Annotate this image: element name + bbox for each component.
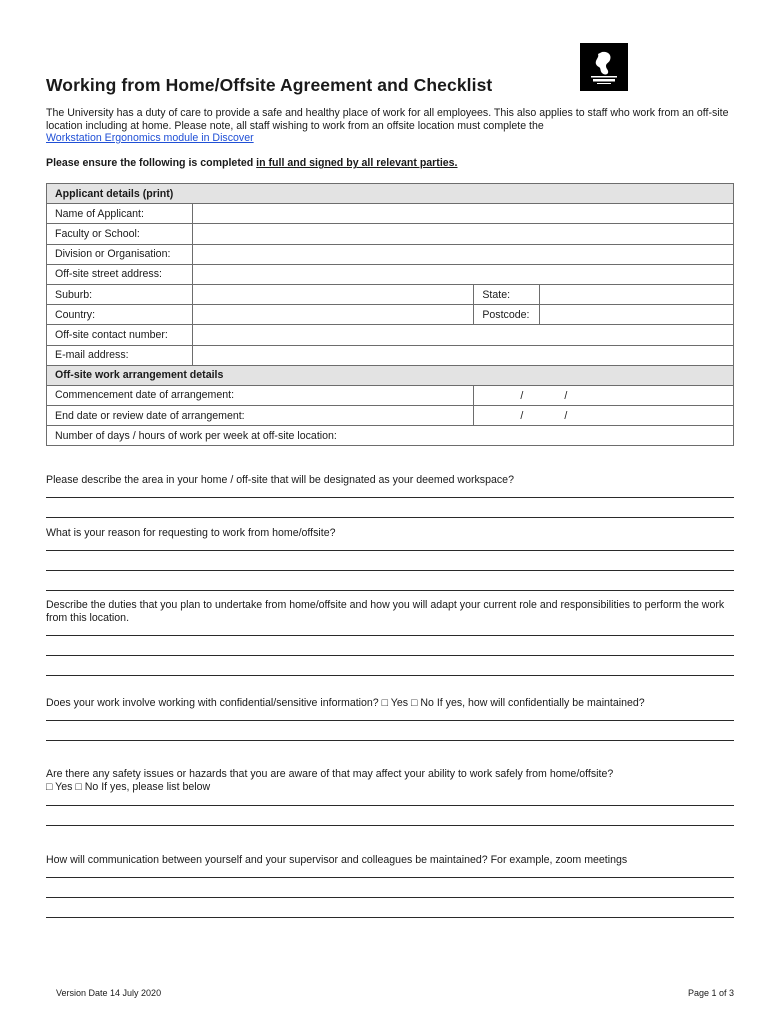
contact-number-field[interactable]	[192, 325, 733, 345]
form-row	[47, 385, 734, 405]
communication-question: How will communication between yourself and your supervisor and colleagues be maintained? For example, zoom meetings	[46, 854, 628, 866]
intro-paragraph	[46, 107, 736, 145]
name-of-applicant-field[interactable]	[192, 204, 733, 224]
form-row	[47, 284, 734, 304]
street-address-label: Off-site street address:	[47, 264, 193, 284]
page-number: Page 1 of 3	[687, 988, 734, 998]
form-row	[47, 204, 734, 224]
postcode-field[interactable]	[540, 305, 734, 325]
answer-line[interactable]	[46, 517, 734, 518]
answer-line[interactable]	[46, 825, 734, 826]
answer-line[interactable]	[46, 805, 734, 806]
email-field[interactable]	[192, 345, 733, 365]
form-row	[47, 305, 734, 325]
answer-line[interactable]	[46, 917, 734, 918]
form-row	[47, 264, 734, 284]
commencement-date-label: Commencement date of arrangement:	[47, 385, 474, 405]
faculty-field[interactable]	[192, 224, 733, 244]
answer-line[interactable]	[46, 897, 734, 898]
safety-question-text: Are there any safety issues or hazards that you are aware of that may affect your ability to work safely from home/offsite?	[46, 768, 614, 780]
applicant-details-header-row	[47, 184, 734, 204]
street-address-field[interactable]	[192, 264, 733, 284]
form-row	[47, 406, 734, 426]
arrangement-details-header-row	[47, 365, 734, 385]
answer-line[interactable]	[46, 550, 734, 551]
state-field[interactable]	[540, 284, 734, 304]
arrangement-details-heading: Off-site work arrangement details	[47, 365, 734, 385]
answer-line[interactable]	[46, 570, 734, 571]
duties-question: Describe the duties that you plan to undertake from home/offsite and how you will adapt your current role and responsibilities to perform the work from this location.	[46, 599, 725, 624]
name-of-applicant-label: Name of Applicant:	[47, 204, 193, 224]
days-per-week-field[interactable]	[47, 426, 734, 446]
form-row	[47, 244, 734, 264]
days-per-week-label: Number of days / hours of work per week at off-site location:	[55, 429, 337, 442]
date-separator: /	[564, 410, 568, 423]
university-seahorse-logo-icon	[582, 45, 626, 89]
state-label: State:	[474, 284, 540, 304]
safety-yes-no-options: □ Yes □ No If yes, please list below	[46, 781, 211, 793]
answer-line[interactable]	[46, 655, 734, 656]
email-label: E-mail address:	[47, 345, 193, 365]
answer-line[interactable]	[46, 590, 734, 591]
country-label: Country:	[47, 305, 193, 325]
country-field[interactable]	[192, 305, 473, 325]
date-separator: /	[520, 410, 524, 423]
date-separator: /	[564, 389, 568, 402]
workstation-ergonomics-link[interactable]: Workstation Ergonomics module in Discover	[46, 132, 254, 144]
document-title: Working from Home/Offsite Agreement and Checklist	[46, 75, 493, 95]
commencement-date-field[interactable]	[474, 385, 734, 405]
postcode-label: Postcode:	[474, 305, 540, 325]
division-label: Division or Organisation:	[47, 244, 193, 264]
confidential-question: Does your work involve working with confidential/sensitive information? □ Yes □ No If yes, how will confidentially be maintained?	[46, 697, 645, 709]
form-row	[47, 426, 734, 446]
answer-line[interactable]	[46, 675, 734, 676]
version-date: Version Date 14 July 2020	[56, 988, 162, 998]
university-logo	[580, 43, 628, 91]
faculty-label: Faculty or School:	[47, 224, 193, 244]
form-row	[47, 224, 734, 244]
intro-text: The University has a duty of care to provide a safe and healthy place of work for all employees. This also applies to staff who work from an off-site location including at home. Please note, all staff wishing to work from an offsite location must complete the	[46, 107, 729, 132]
suburb-field[interactable]	[192, 284, 473, 304]
contact-number-label: Off-site contact number:	[47, 325, 193, 345]
form-row	[47, 345, 734, 365]
answer-line[interactable]	[46, 740, 734, 741]
workspace-question: Please describe the area in your home / off-site that will be designated as your deemed workspace?	[46, 474, 514, 486]
answer-line[interactable]	[46, 720, 734, 721]
form-row	[47, 325, 734, 345]
safety-question	[46, 768, 736, 794]
answer-line[interactable]	[46, 635, 734, 636]
division-field[interactable]	[192, 244, 733, 264]
details-form-table	[46, 183, 734, 446]
end-date-label: End date or review date of arrangement:	[47, 406, 474, 426]
reason-question: What is your reason for requesting to work from home/offsite?	[46, 527, 336, 539]
answer-line[interactable]	[46, 877, 734, 878]
date-separator: /	[520, 389, 524, 402]
end-date-field[interactable]	[474, 406, 734, 426]
completion-instruction-emphasis: in full and signed by all relevant parties.	[256, 157, 458, 169]
completion-instruction	[46, 157, 458, 169]
suburb-label: Suburb:	[47, 284, 193, 304]
completion-instruction-prefix: Please ensure the following is completed	[46, 157, 257, 169]
applicant-details-heading: Applicant details (print)	[47, 184, 734, 204]
answer-line[interactable]	[46, 497, 734, 498]
